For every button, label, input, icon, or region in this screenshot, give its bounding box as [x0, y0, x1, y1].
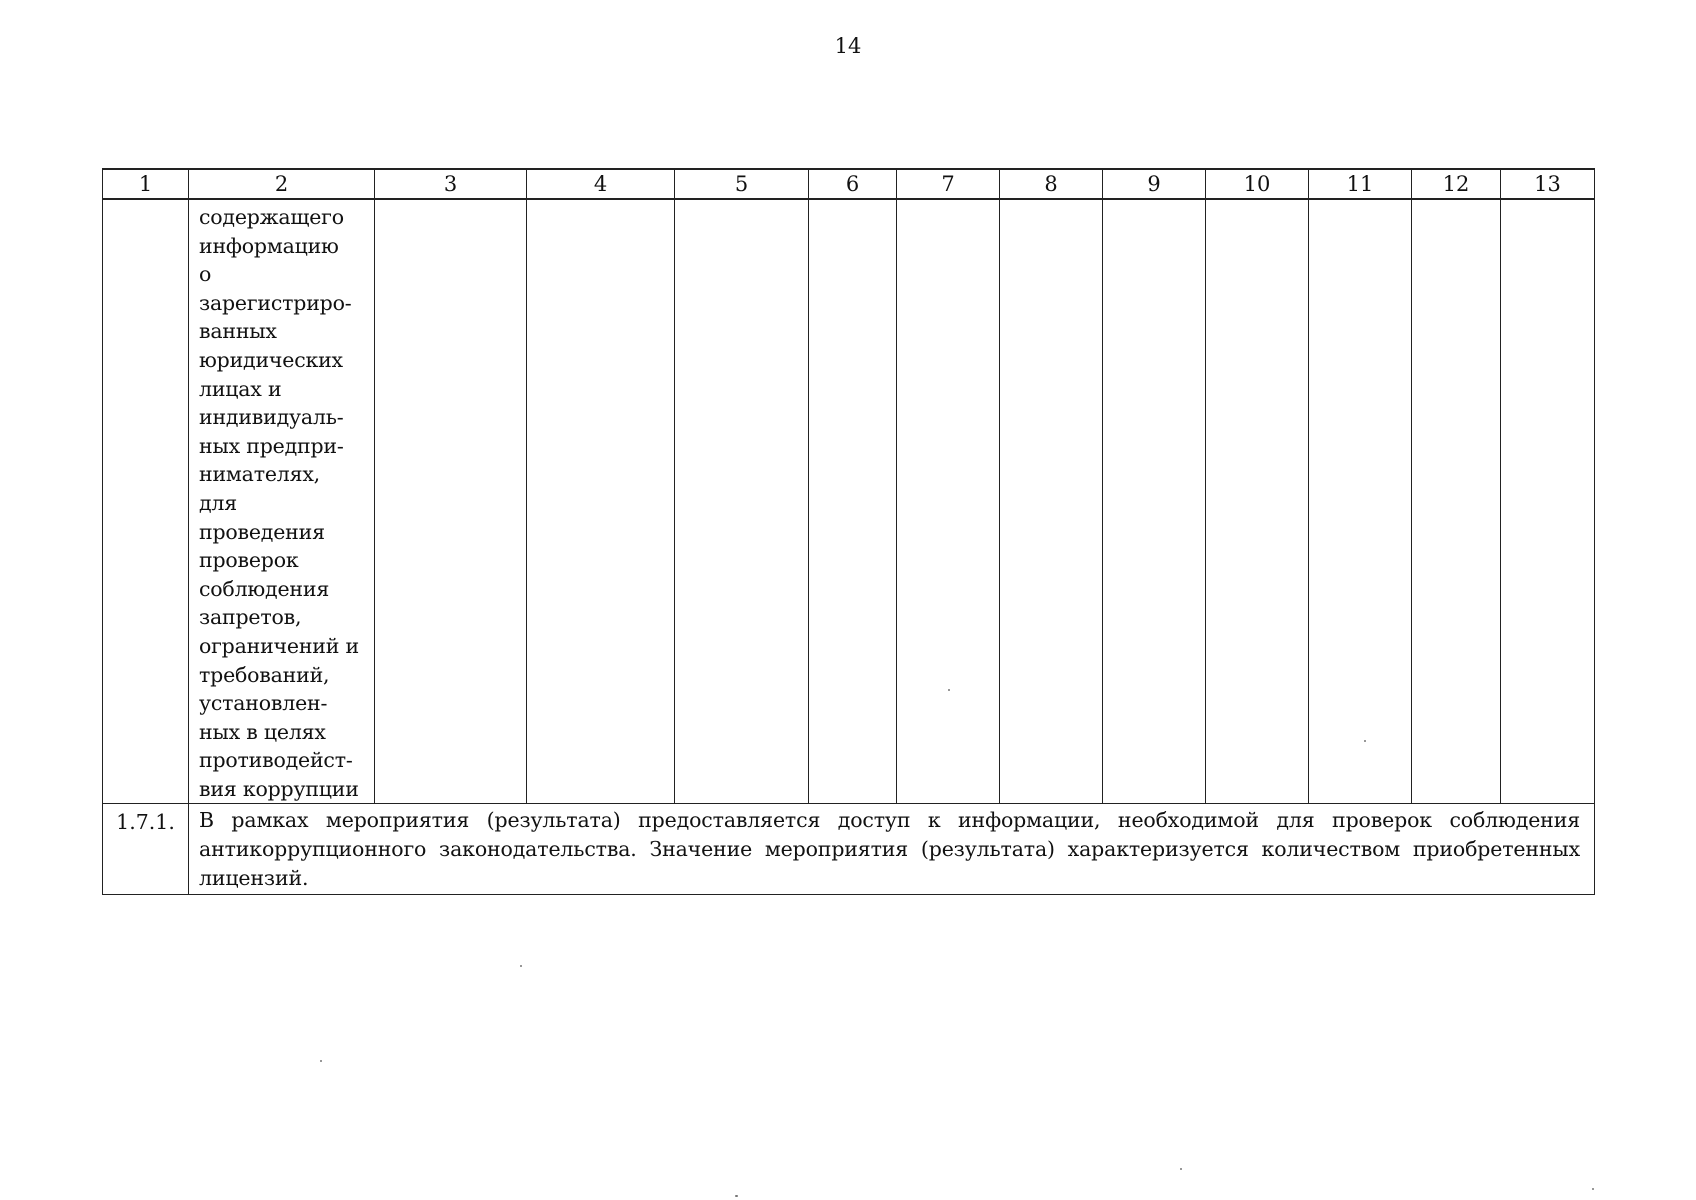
page-number: 14	[834, 34, 862, 58]
scan-speck	[1592, 1188, 1594, 1190]
column-number: 11	[1309, 169, 1412, 199]
empty-cell	[1206, 199, 1309, 804]
empty-cell	[1501, 199, 1595, 804]
measure-name-cell	[189, 199, 375, 804]
text-line: соблюдения	[199, 576, 330, 601]
text-line: лицах и	[199, 376, 282, 401]
empty-cell	[809, 199, 897, 804]
scan-speck	[520, 965, 522, 967]
scan-speck	[1180, 1168, 1182, 1170]
empty-cell	[1103, 199, 1206, 804]
text-line: зарегистриро-	[199, 290, 352, 315]
scan-speck	[320, 1060, 322, 1062]
text-line: вия коррупции	[199, 776, 359, 801]
text-line: содержащего	[199, 205, 344, 229]
description-row	[103, 804, 1595, 895]
column-number: 3	[375, 169, 527, 199]
column-number: 7	[897, 169, 1000, 199]
column-number: 10	[1206, 169, 1309, 199]
continued-row	[103, 199, 1595, 804]
text-line: ных в целях	[199, 719, 326, 744]
text-line: противодейст-	[199, 748, 353, 773]
text-line: запретов,	[199, 605, 302, 630]
column-number: 8	[1000, 169, 1103, 199]
empty-cell	[897, 199, 1000, 804]
item-description: В рамках мероприятия (результата) предоставляется доступ к информации, необходимой для проверок соблюдения антикоррупционного законодательства. Значение мероприятия (результата) характеризуется количеством приобретенных лицензий.	[189, 804, 1595, 895]
column-number: 2	[189, 169, 375, 199]
empty-cell	[675, 199, 809, 804]
empty-cell	[1000, 199, 1103, 804]
column-number: 13	[1501, 169, 1595, 199]
text-line: для	[199, 490, 237, 515]
empty-cell	[527, 199, 675, 804]
column-number: 6	[809, 169, 897, 199]
text-line: информацию	[199, 233, 339, 258]
text-line: ных предпри-	[199, 433, 344, 458]
text-line: ванных	[199, 319, 277, 344]
text-line: проверок	[199, 548, 299, 573]
empty-cell	[1412, 199, 1501, 804]
table-cell	[103, 199, 189, 804]
column-number: 4	[527, 169, 675, 199]
column-number: 9	[1103, 169, 1206, 199]
text-line: ограничений и	[199, 633, 360, 658]
column-number-row	[103, 169, 1595, 199]
empty-cell	[375, 199, 527, 804]
column-number: 12	[1412, 169, 1501, 199]
text-line: требований,	[199, 662, 330, 687]
text-line: индивидуаль-	[199, 405, 344, 430]
scan-speck	[1364, 740, 1366, 742]
text-line: проведения	[199, 519, 325, 544]
column-number: 1	[103, 169, 189, 199]
text-line: юридических	[199, 347, 343, 372]
text-line: установлен-	[199, 691, 328, 716]
column-number: 5	[675, 169, 809, 199]
empty-cell	[1309, 199, 1412, 804]
plan-table	[102, 168, 1595, 895]
text-line: о	[199, 262, 212, 287]
text-line: нимателях,	[199, 462, 321, 487]
item-number: 1.7.1.	[103, 804, 189, 895]
scan-speck	[948, 689, 950, 691]
scan-speck	[735, 1195, 738, 1197]
